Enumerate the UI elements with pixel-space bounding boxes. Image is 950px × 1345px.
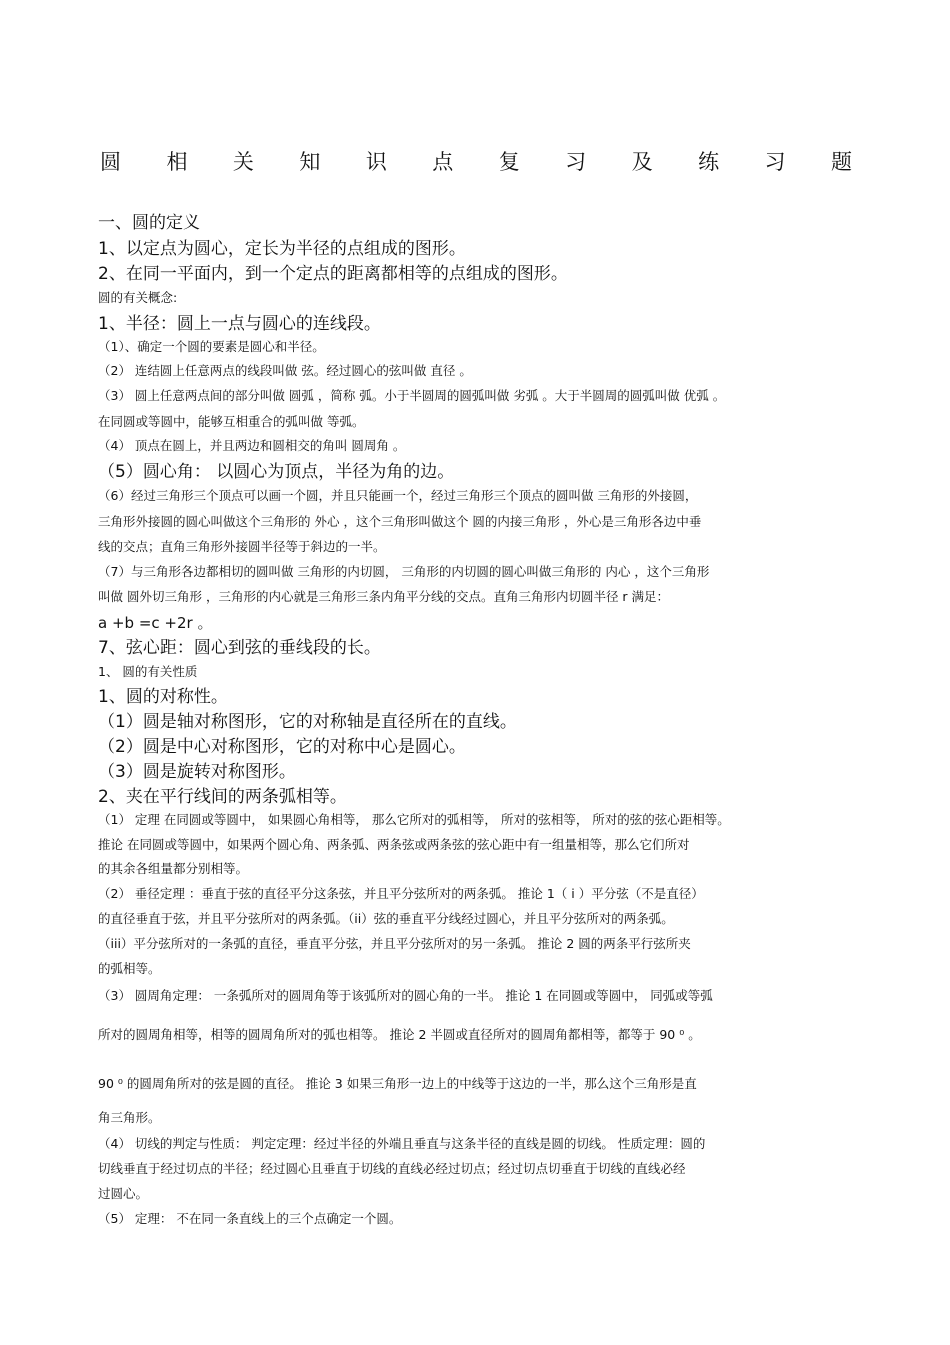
text-line: 推论 在同圆或等圆中，如果两个圆心角、两条弧、两条弦或两条弦的弦心距中有一组量相等，那么它们所对: [98, 837, 690, 852]
text-line: 1、圆的对称性。: [98, 687, 228, 707]
text-line: （1）圆是轴对称图形，它的对称轴是直径所在的直线。: [98, 712, 517, 732]
title-char: 关: [232, 150, 254, 174]
title-char: 习: [565, 150, 587, 174]
text-line: （1）、确定一个圆的要素是圆心和半径。: [98, 339, 325, 354]
text-line: （1） 定理 在同圆或等圆中， 如果圆心角相等， 那么它所对的弧相等， 所对的弦相等， 所对的弦的弦心距相等。: [98, 812, 730, 827]
text-line: （2）圆是中心对称图形，它的对称中心是圆心。: [98, 737, 466, 757]
text-line: 圆的有关概念:: [98, 290, 178, 305]
text-line: （3） 圆上任意两点间的部分叫做 圆弧 ，简称 弧。小于半圆周的圆弧叫做 劣弧 。大于半圆周的圆弧叫做 优弧 。: [98, 388, 726, 403]
text-line: （4） 切线的判定与性质： 判定定理：经过半径的外端且垂直与这条半径的直线是圆的切线。 性质定理：圆的: [98, 1136, 706, 1151]
text-line: 所对的圆周角相等，相等的圆周角所对的弧也相等。 推论 2 半圆或直径所对的圆周角都相等，都等于 90 ⁰ 。: [98, 1027, 701, 1042]
text-line: （3） 圆周角定理： 一条弧所对的圆周角等于该弧所对的圆心角的一半。 推论 1 在同圆或等圆中， 同弧或等弧: [98, 988, 713, 1003]
text-line: 的弧相等。: [98, 961, 161, 976]
text-line: 在同圆或等圆中，能够互相重合的弧叫做 等弧。: [98, 414, 365, 429]
text-line: 三角形外接圆的圆心叫做这个三角形的 外心 ，这个三角形叫做这个 圆的内接三角形 ，外心是三角形各边中垂: [98, 514, 702, 529]
section-heading: 1、 圆的有关性质: [98, 664, 198, 679]
text-line: 的其余各组量都分别相等。: [98, 861, 249, 876]
text-line: 7、弦心距：圆心到弦的垂线段的长。: [98, 638, 381, 658]
title-char: 知: [299, 150, 321, 174]
text-line: 切线垂直于经过切点的半径；经过圆心且垂直于切线的直线必经过切点；经过切点切垂直于切线的直线必经: [98, 1161, 686, 1176]
text-line: 1、半径：圆上一点与圆心的连线段。: [98, 314, 381, 334]
document-title: [100, 152, 852, 173]
text-line: 线的交点；直角三角形外接圆半径等于斜边的一半。: [98, 539, 386, 554]
text-line: （iii）平分弦所对的一条弧的直径，垂直平分弦，并且平分弦所对的另一条弧。 推论 2 圆的两条平行弦所夹: [98, 936, 691, 951]
text-line: 90 ⁰ 的圆周角所对的弦是圆的直径。 推论 3 如果三角形一边上的中线等于这边的一半，那么这个三角形是直: [98, 1076, 697, 1091]
text-line: （6）经过三角形三个顶点可以画一个圆，并且只能画一个，经过三角形三个顶点的圆叫做 三角形的外接圆，: [98, 488, 698, 503]
formula-line: a +b =c +2r 。: [98, 614, 213, 632]
text-line: 1、以定点为圆心，定长为半径的点组成的图形。: [98, 239, 466, 259]
title-char: 及: [631, 150, 653, 174]
text-line: 叫做 圆外切三角形 ，三角形的内心就是三角形三条内角平分线的交点。直角三角形内切圆半径 r 满足：: [98, 589, 670, 604]
title-char: 习: [764, 150, 786, 174]
title-char: 题: [830, 150, 852, 174]
text-line: 角三角形。: [98, 1110, 161, 1125]
text-line: 的直径垂直于弦，并且平分弦所对的两条弧。（ii）弦的垂直平分线经过圆心，并且平分弦所对的两条弧。: [98, 911, 674, 926]
text-line: （2） 垂径定理 ：垂直于弦的直径平分这条弦，并且平分弦所对的两条弧。 推论 1（ i ）平分弦（不是直径）: [98, 886, 704, 901]
text-line: 2、夹在平行线间的两条弧相等。: [98, 787, 347, 807]
text-line: （7）与三角形各边都相切的圆叫做 三角形的内切圆， 三角形的内切圆的圆心叫做三角形的 内心 ，这个三角形: [98, 564, 710, 579]
text-line: （5） 定理： 不在同一条直线上的三个点确定一个圆。: [98, 1211, 402, 1226]
section-heading: 一、圆的定义: [98, 213, 200, 233]
title-char: 识: [365, 150, 387, 174]
text-line: （5）圆心角： 以圆心为顶点，半径为角的边。: [98, 462, 455, 482]
title-char: 复: [498, 150, 520, 174]
text-line: （2） 连结圆上任意两点的线段叫做 弦。经过圆心的弦叫做 直径 。: [98, 363, 472, 378]
text-line: 2、在同一平面内，到一个定点的距离都相等的点组成的图形。: [98, 264, 568, 284]
text-line: （3）圆是旋转对称图形。: [98, 762, 296, 782]
title-char: 圆: [100, 150, 121, 174]
title-char: 点: [432, 150, 454, 174]
text-line: 过圆心。: [98, 1186, 149, 1201]
title-char: 相: [166, 150, 188, 174]
text-line: （4） 顶点在圆上，并且两边和圆相交的角叫 圆周角 。: [98, 438, 406, 453]
title-char: 练: [698, 150, 720, 174]
